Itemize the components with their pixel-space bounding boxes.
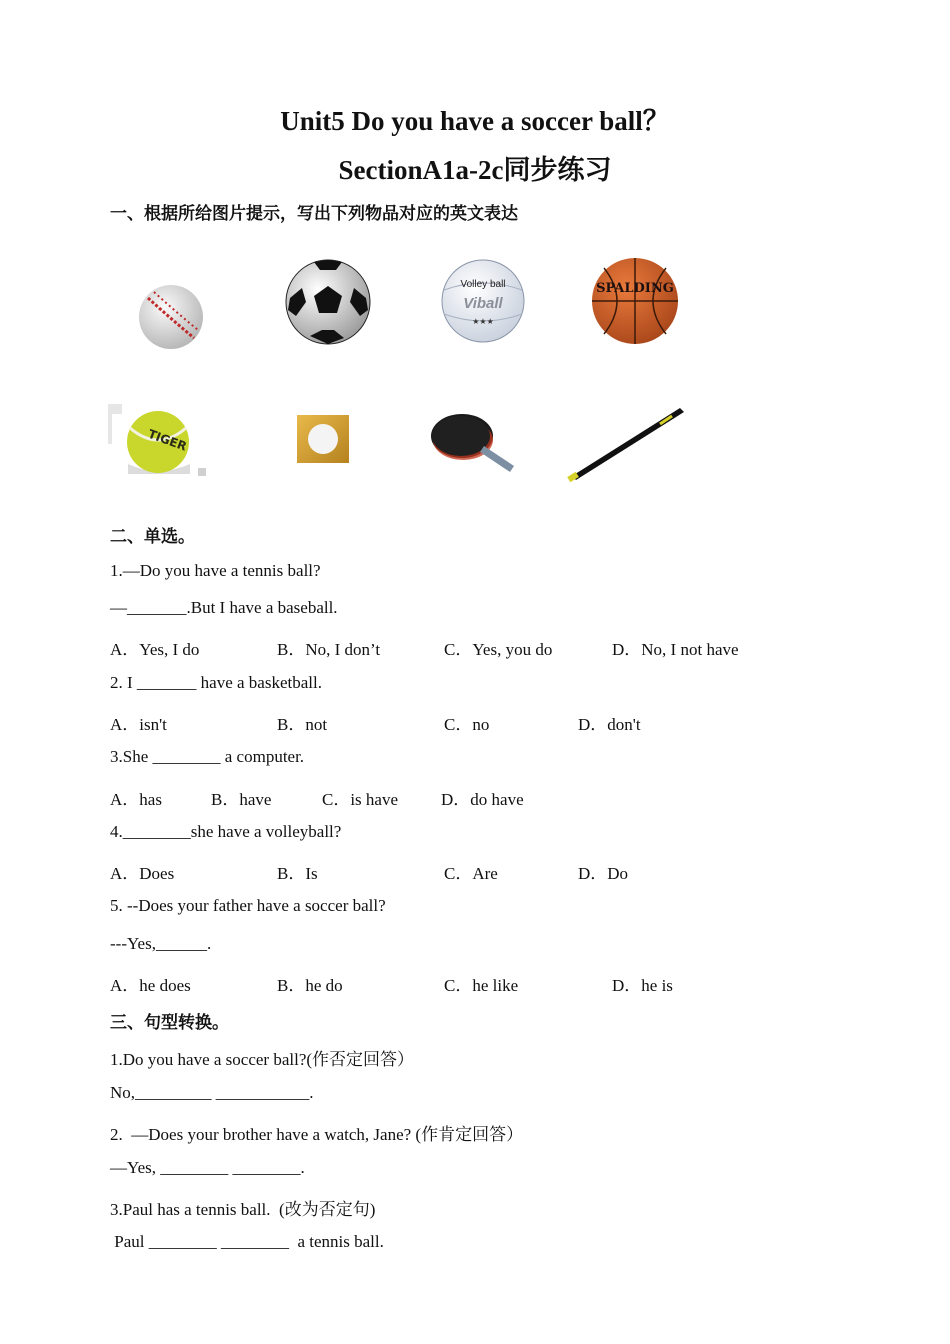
q3-stem: 3.She ________ a computer. bbox=[110, 747, 305, 766]
volleyball-label: Volley ball bbox=[460, 279, 506, 290]
ping-pong-paddle-image bbox=[430, 412, 520, 474]
part1-heading: 一、根据所给图片提示，写出下列物品对应的英文表达 bbox=[110, 204, 518, 224]
q1-stem: 1.—Do you have a tennis ball? bbox=[110, 561, 321, 580]
q1-option-b[interactable]: B．No, I don’t bbox=[277, 640, 381, 659]
q4-option-d[interactable]: D．Do bbox=[578, 864, 629, 883]
volleyball-image bbox=[440, 258, 526, 344]
q5-option-d[interactable]: D．he is bbox=[612, 976, 673, 995]
part3-item-5: 3.Paul has a tennis ball. (改为否定句) bbox=[110, 1200, 376, 1219]
q4-option-b[interactable]: B．Is bbox=[277, 864, 318, 883]
q2-option-b[interactable]: B．not bbox=[277, 715, 328, 734]
tennis-brand: TIGER bbox=[146, 426, 189, 454]
q5-option-c[interactable]: C．he like bbox=[444, 976, 519, 995]
soccer-ball-image bbox=[284, 258, 372, 346]
q3-option-c[interactable]: C．is have bbox=[322, 790, 399, 809]
basketball-image bbox=[590, 256, 680, 346]
volleyball-brand: Viball bbox=[463, 295, 503, 312]
q1-stem-2: —_______.But I have a baseball. bbox=[110, 598, 338, 617]
q4-option-c[interactable]: C．Are bbox=[444, 864, 498, 883]
q2-option-d[interactable]: D．don't bbox=[578, 715, 641, 734]
page-title: Unit5 Do you have a soccer ball？ bbox=[280, 106, 670, 136]
part3-heading: 三、句型转换。 bbox=[110, 1013, 229, 1033]
q1-option-a[interactable]: A．Yes, I do bbox=[110, 640, 200, 659]
part3-item-4: —Yes, ________ ________. bbox=[110, 1158, 305, 1177]
tennis-ball-image bbox=[108, 404, 206, 476]
svg-text:★★★: ★★★ bbox=[472, 317, 494, 326]
baseball-bat-image bbox=[564, 404, 688, 484]
q1-option-c[interactable]: C．Yes, you do bbox=[444, 640, 553, 659]
q5-stem-2: ---Yes,______. bbox=[110, 934, 212, 953]
q3-option-b[interactable]: B．have bbox=[211, 790, 272, 809]
part3-item-3: 2. —Does your brother have a watch, Jane? (作肯定回答） bbox=[110, 1125, 524, 1144]
q5-stem: 5. --Does your father have a soccer ball? bbox=[110, 896, 386, 915]
q2-stem: 2. I _______ have a basketball. bbox=[110, 673, 322, 692]
q4-option-a[interactable]: A．Does bbox=[110, 864, 175, 883]
part3-item-1: 1.Do you have a soccer ball?(作否定回答） bbox=[110, 1050, 415, 1069]
ping-pong-ball-image bbox=[297, 415, 349, 463]
q3-option-a[interactable]: A．has bbox=[110, 790, 162, 809]
part2-heading: 二、单选。 bbox=[110, 527, 195, 547]
q2-option-c[interactable]: C．no bbox=[444, 715, 490, 734]
q4-stem: 4.________she have a volleyball? bbox=[110, 822, 342, 841]
basketball-brand: SPALDING bbox=[596, 281, 674, 296]
page-subtitle: SectionA1a-2c同步练习 bbox=[338, 155, 612, 185]
baseball-image bbox=[136, 282, 206, 352]
q5-option-a[interactable]: A．he does bbox=[110, 976, 191, 995]
q1-option-d[interactable]: D．No, I not have bbox=[612, 640, 739, 659]
q2-option-a[interactable]: A．isn't bbox=[110, 715, 167, 734]
q3-option-d[interactable]: D．do have bbox=[441, 790, 524, 809]
part3-item-6: Paul ________ ________ a tennis ball. bbox=[110, 1232, 384, 1251]
part3-item-2: No,_________ ___________. bbox=[110, 1083, 314, 1102]
q5-option-b[interactable]: B．he do bbox=[277, 976, 343, 995]
